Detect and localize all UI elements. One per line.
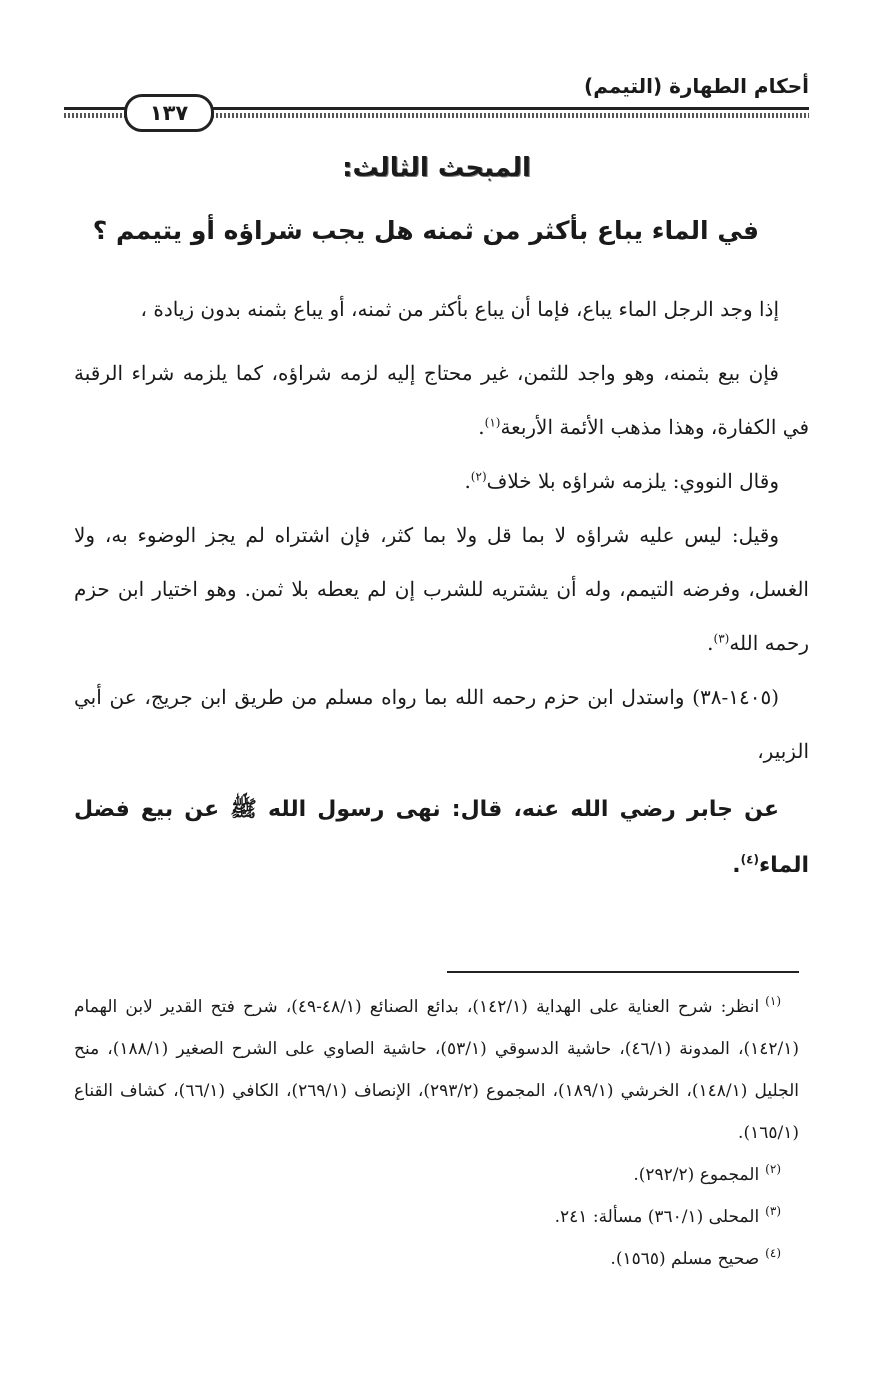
paragraph-2: فإن بيع بثمنه، وهو واجد للثمن، غير محتاج إليه لزمه شراؤه، كما يلزمه شراء الرقبة في الكفارة، وهذا مذهب الأئمة الأربعة$^{(١)}$. <box>74 361 809 439</box>
paragraph-4-text: وقيل: ليس عليه شراؤه لا بما قل ولا بما كثر، فإن اشتراه لم يجز الوضوء به، ولا الغسل، وفرضه التيمم، وله أن يشتريه للشرب إن لم يعطه بلا ثمن. وهو اختيار ابن حزم رحمه الله <box>74 523 809 655</box>
footnote-4 <box>74 1238 799 1280</box>
paragraph-1 <box>74 282 809 336</box>
footnote-3-number: (٣) <box>765 1204 781 1219</box>
footnote-1 <box>74 986 799 1154</box>
footnote-separator <box>447 971 799 973</box>
footnote-ref-1: (١) <box>484 415 501 430</box>
footnotes <box>74 986 799 1280</box>
footnote-4-number: (٤) <box>765 1246 781 1261</box>
paragraph-1-text: إذا وجد الرجل الماء يباع، فإما أن يباع بأكثر من ثمنه، أو يباع بثمنه بدون زيادة ، <box>140 297 779 321</box>
paragraph-3-text: وقال النووي: يلزمه شراؤه بلا خلاف <box>486 469 779 493</box>
footnote-3 <box>74 1196 799 1238</box>
running-title: أحكام الطهارة (التيمم) <box>584 74 809 98</box>
body-text <box>74 282 809 894</box>
hadith-body: عن جابر رضي الله عنه، قال: نهى رسول الله ﷺ عن بيع فضل الماء <box>74 797 809 878</box>
footnote-ref-2: (٢) <box>470 469 487 484</box>
paragraph-3: وقال النووي: يلزمه شراؤه بلا خلاف$^{(٢)}$. <box>464 469 779 493</box>
paragraph-5-text: (١٤٠٥-٣٨) واستدل ابن حزم رحمه الله بما رواه مسلم من طريق ابن جريج، عن أبي الزبير، <box>74 685 809 763</box>
footnote-1-text: انظر: شرح العناية على الهداية (١٤٢/١)، بدائع الصنائع (٤٨/١-٤٩)، شرح فتح القدير لابن الهمام (١٤٢/١)، المدونة (٤٦/١)، حاشية الدسوقي (٥٣/١)، حاشية الصاوي على الشرح الصغير (١٨٨/١)، منح الجليل (١٤٨/١)، الخرشي (١٨٩/١)، المجموع (٢٩٣/٢)، الإنصاف (٢٦٩/١)، الكافي (٦٦/١)، كشاف القناع (١٦٥/١). <box>74 997 799 1143</box>
paragraph-4: وقيل: ليس عليه شراؤه لا بما قل ولا بما كثر، فإن اشتراه لم يجز الوضوء به، ولا الغسل، وفرضه التيمم، وله أن يشتريه للشرب إن لم يعطه بلا ثمن. وهو اختيار ابن حزم رحمه الله$^{(٣)}$. <box>74 523 809 655</box>
running-header <box>64 66 809 126</box>
footnote-ref-3: (٣) <box>713 631 730 646</box>
hadith-text: عن جابر رضي الله عنه، قال: نهى رسول الله ﷺ عن بيع فضل الماء$^{(٤)}$. <box>74 797 809 878</box>
paragraph-2-text: فإن بيع بثمنه، وهو واجد للثمن، غير محتاج إليه لزمه شراؤه، كما يلزمه شراء الرقبة في الكفارة، وهذا مذهب الأئمة الأربعة <box>74 361 809 439</box>
footnote-3-text: المحلى (٣٦٠/١) مسألة: ٢٤١. <box>554 1207 760 1227</box>
footnote-ref-4: (٤) <box>740 852 759 867</box>
paragraph-5 <box>74 670 809 778</box>
footnote-2 <box>74 1154 799 1196</box>
section-title: المبحث الثالث: <box>342 153 531 183</box>
footnote-1-number: (١) <box>765 994 781 1009</box>
footnote-4-text: صحيح مسلم (١٥٦٥). <box>610 1249 760 1269</box>
footnote-2-number: (٢) <box>765 1162 781 1177</box>
footnote-2-text: المجموع (٢٩٢/٢). <box>633 1165 760 1185</box>
question-heading: في الماء يباع بأكثر من ثمنه هل يجب شراؤه أو يتيمم ؟ <box>92 216 759 245</box>
page-number: ١٣٧ <box>124 94 214 132</box>
